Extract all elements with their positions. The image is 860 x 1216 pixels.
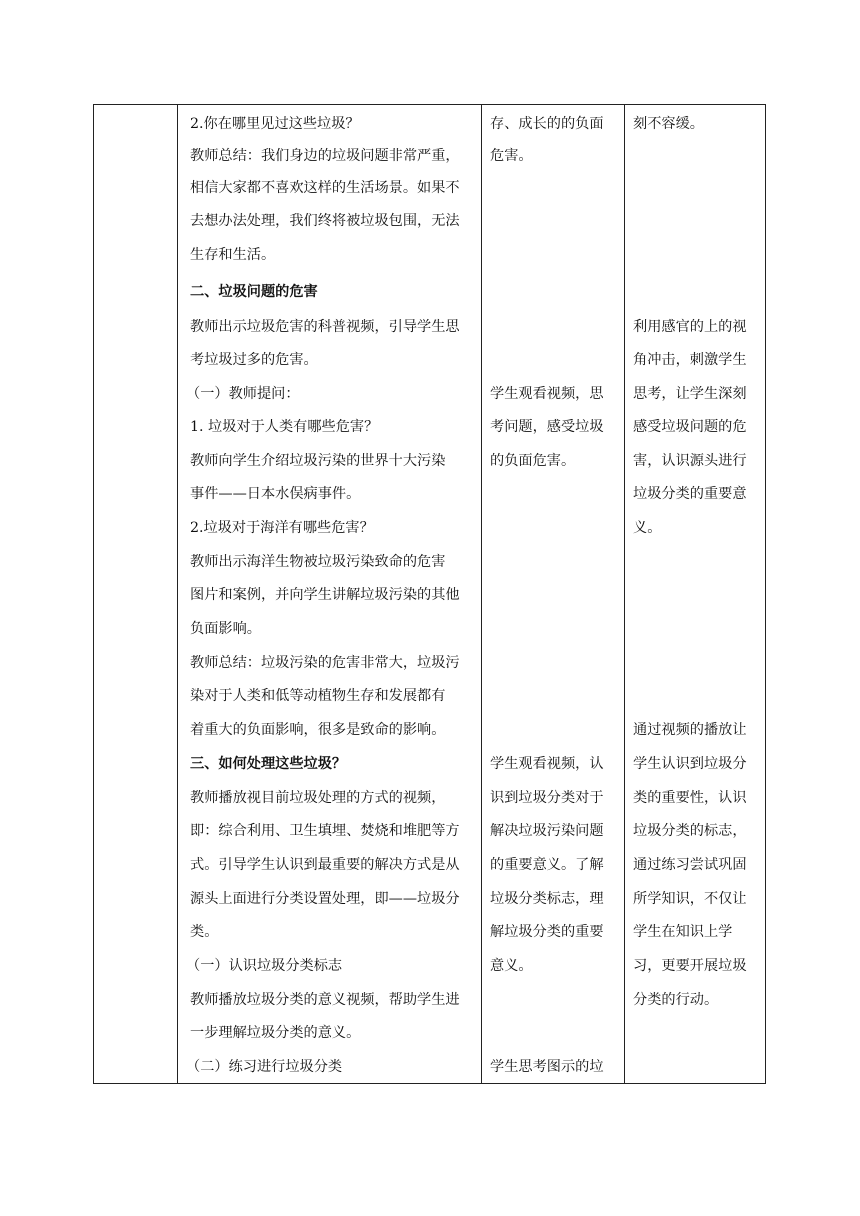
column-divider — [624, 104, 625, 1084]
column-divider — [481, 104, 482, 1084]
intent-line: 角冲击，刺激学生 — [633, 352, 747, 368]
student-line: 的重要意义。了解 — [490, 857, 604, 873]
column-divider — [177, 104, 178, 1084]
intent-line: 分类的行动。 — [633, 992, 719, 1008]
student-line: 存、成长的的负面 — [490, 116, 604, 132]
intent-line: 垃圾分类的标志， — [633, 823, 747, 839]
content-line: 2.垃圾对于海洋有哪些危害？ — [190, 520, 374, 536]
student-line: 识到垃圾分类对于 — [490, 790, 604, 806]
intent-line: 学生在知识上学 — [633, 924, 733, 940]
student-line: 学生观看视频，认 — [490, 756, 604, 772]
student-line: 危害。 — [490, 148, 533, 164]
content-line: 考垃圾过多的危害。 — [190, 352, 318, 368]
content-line: 染对于人类和低等动植物生存和发展都有 — [190, 688, 446, 704]
content-line: 教师播放垃圾分类的意义视频，帮助学生进 — [190, 992, 460, 1008]
content-line: 教师出示海洋生物被垃圾污染致命的危害 — [190, 554, 446, 570]
content-line: （一）认识垃圾分类标志 — [186, 958, 343, 974]
student-line: 学生思考图示的垃 — [490, 1059, 604, 1075]
student-line: 解垃圾分类的重要 — [490, 924, 604, 940]
content-line: 2.你在哪里见过这些垃圾？ — [190, 116, 360, 132]
intent-line: 通过视频的播放让 — [633, 722, 747, 738]
content-line: 类。 — [190, 924, 219, 940]
student-line: 考问题，感受垃圾 — [490, 419, 604, 435]
student-line: 垃圾分类标志，理 — [490, 891, 604, 907]
content-line: 生存和生活。 — [190, 247, 276, 263]
intent-line: 利用感官的上的视 — [633, 319, 747, 335]
content-line: 图片和案例，并向学生讲解垃圾污染的其他 — [190, 587, 460, 603]
student-line: 学生观看视频，思 — [490, 386, 604, 402]
content-line: 源头上面进行分类设置处理，即——垃圾分 — [190, 891, 460, 907]
content-line: 教师总结：垃圾污染的危害非常大，垃圾污 — [190, 655, 460, 671]
intent-line: 思考，让学生深刻 — [633, 386, 747, 402]
content-line: 1. 垃圾对于人类有哪些危害？ — [190, 419, 379, 435]
intent-line: 所学知识，不仅让 — [633, 891, 747, 907]
content-line: 即：综合利用、卫生填埋、焚烧和堆肥等方 — [190, 823, 460, 839]
intent-line: 垃圾分类的重要意 — [633, 486, 747, 502]
intent-line: 感受垃圾问题的危 — [633, 419, 747, 435]
intent-line: 习，更要开展垃圾 — [633, 958, 747, 974]
content-line: 一步理解垃圾分类的意义。 — [190, 1025, 361, 1041]
content-line: （一）教师提问： — [186, 386, 300, 402]
content-line: 事件——日本水俣病事件。 — [190, 486, 361, 502]
student-line: 解决垃圾污染问题 — [490, 823, 604, 839]
content-line: 教师总结：我们身边的垃圾问题非常严重， — [190, 148, 460, 164]
intent-line: 害，认识源头进行 — [633, 453, 747, 469]
intent-line: 类的重要性，认识 — [633, 790, 747, 806]
section-heading: 二、垃圾问题的危害 — [190, 284, 318, 300]
intent-line: 义。 — [633, 520, 662, 536]
intent-line: 学生认识到垃圾分 — [633, 756, 747, 772]
intent-line: 刻不容缓。 — [633, 116, 704, 132]
content-line: 教师向学生介绍垃圾污染的世界十大污染 — [190, 453, 446, 469]
content-line: 教师播放视目前垃圾处理的方式的视频， — [190, 790, 446, 806]
student-line: 的负面危害。 — [490, 453, 576, 469]
content-line: 相信大家都不喜欢这样的生活场景。如果不 — [190, 180, 460, 196]
content-line: 式。引导学生认识到最重要的解决方式是从 — [190, 857, 460, 873]
content-line: 去想办法处理，我们终将被垃圾包围，无法 — [190, 213, 460, 229]
intent-line: 通过练习尝试巩固 — [633, 857, 747, 873]
content-line: 负面影响。 — [190, 621, 261, 637]
content-line: 教师出示垃圾危害的科普视频，引导学生思 — [190, 319, 460, 335]
content-line: （二）练习进行垃圾分类 — [186, 1059, 343, 1075]
section-heading: 三、如何处理这些垃圾？ — [190, 756, 347, 772]
student-line: 意义。 — [490, 958, 533, 974]
content-line: 着重大的负面影响，很多是致命的影响。 — [190, 722, 446, 738]
